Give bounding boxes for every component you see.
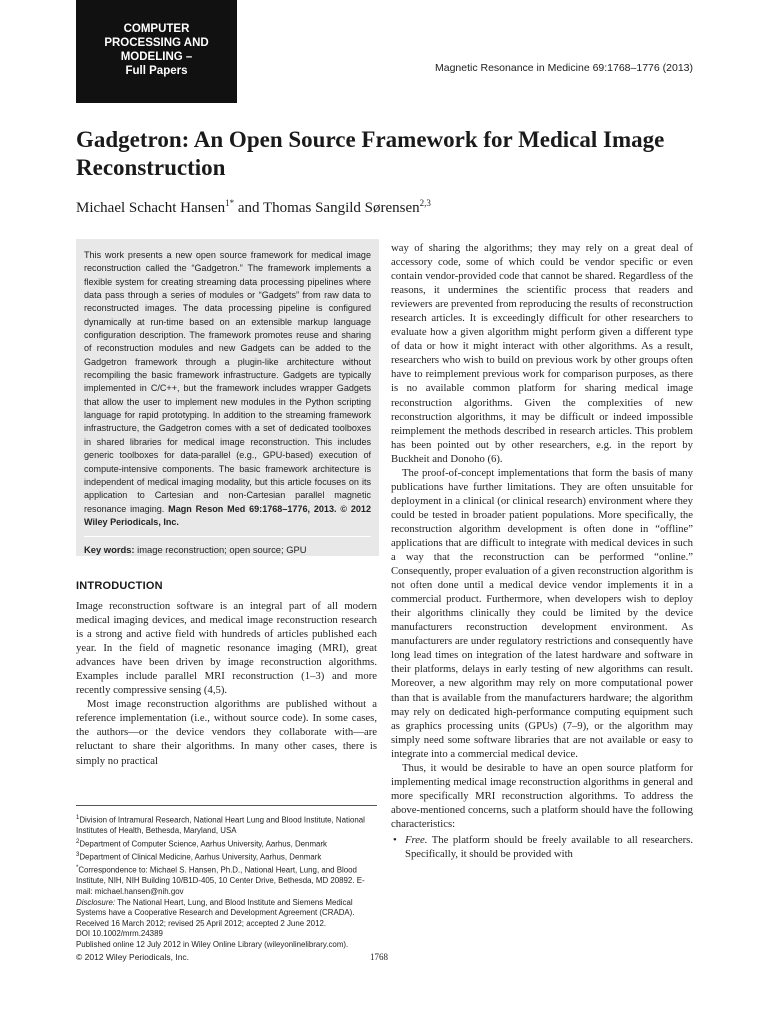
footnote-correspondence [76, 863, 379, 897]
paragraph: The proof-of-concept implementations that form the basis of many publications have further limitations. They are often unsuitable for deployment in a clinical (or clinical research) environment where they could be tested in broader patient populations. More specifically, the reconstruction algorithm development is often done in “offline” applications that are difficult to integrate with medical devices in such a way that the reconstruction can be performed “online.” Consequently, proper evaluation of a given reconstruction algorithm is not often done until a medical device vendor implements it in a commercial product. Furthermore, when developers wish to deploy their algorithms clinically they could be limited by the device manufacturers reconstruction development environment. As manufacturers are under regulatory restrictions and consequently have long lead times on integration of the latest hardware and software in their platforms, delays in early testing of new algorithms can result. Moreover, a new algorithm may rely on more computational power than that is available from the manufacturers hardware; the algorithm may rely on dedicated high-performance computing equipment such as graphics processing units (GPUs) (7–9), or the algorithm may simply need some software libraries that are not available or easy to integrate into a commercial medical device. [391, 466, 693, 760]
paragraph: Image reconstruction software is an integral part of all modern medical imaging devices, and medical image reconstruction research is a strong and active field with hundreds of articles published each year. In the field of magnetic resonance imaging (MRI), great advances have been driven by image reconstruction algorithms. Examples include parallel MRI reconstruction (1–3) and more recently compressive sensing (4,5). [76, 600, 377, 697]
bullet-text: The platform should be freely available to all researchers. Specifically, it should be provided with [405, 833, 693, 861]
abstract-text [84, 249, 371, 529]
article-title: Gadgetron: An Open Source Framework for Medical Image Reconstruction [76, 127, 665, 180]
paragraph: Most image reconstruction algorithms are published without a reference implementation (i.e., without source code). In some cases, the authors—or the device vendors they collaborate with—are reluctant to share their algorithms. In many other cases, there is simply no practical [76, 698, 377, 767]
bullet-glyph: • [393, 833, 397, 846]
footnote-text: Correspondence to: Michael S. Hansen, Ph.D., National Heart, Lung, and Blood Institute, NIH, NIH Building 10/B1D-405, 10 Center Drive, Bethesda, MD 20892. E-mail: michael.hansen@nih.gov [76, 865, 365, 897]
page-number: 1768 [370, 952, 388, 962]
footnote-marker: 2 [76, 838, 80, 845]
footnote-text: Department of Clinical Medicine, Aarhus University, Aarhus, Denmark [79, 852, 322, 862]
footnote-label: Disclosure: [76, 897, 116, 907]
section-label-line: MODELING – [120, 50, 193, 63]
section-heading-introduction: INTRODUCTION [76, 580, 163, 592]
footnotes [76, 813, 379, 951]
footnote-affiliation-1 [76, 813, 379, 837]
affiliation-marker: 1* [225, 198, 235, 208]
abstract-body: This work presents a new open source framework for medical image reconstruction called the “Gadgetron.” The framework implements a flexible system for creating streaming data processing pipelines where data pass through a series of modules or “Gadgets” from raw data to reconstructed images. The data processing pipeline is configured dynamically at run-time based on an extensible markup language configuration description. The framework promotes reuse and sharing of reconstruction modules and new Gadgets can be added to the Gadgetron framework through a plugin-like architecture without recompiling the basic framework infrastructure. Gadgets are typically implemented in C/C++, but the framework includes wrapper Gadgets that allow the user to implement new modules in the Python scripting language for rapid prototyping. In addition to the streaming framework infrastructure, the Gadgetron comes with a set of dedicated toolboxes in shared libraries for medical image reconstruction. This includes generic toolboxes for data-parallel (e.g., GPU-based) execution of compute-intensive components. The basic framework architecture is independent of medical imaging modality, but this article focuses on its application to Cartesian and non-Cartesian parallel magnetic resonance imaging. [84, 250, 371, 514]
journal-reference: Magnetic Resonance in Medicine 69:1768–1776 (2013) [434, 62, 693, 74]
section-label-line: Full Papers [125, 64, 188, 77]
left-column-body [76, 599, 377, 768]
abstract-box [76, 239, 379, 556]
author-name: Michael Schacht Hansen [76, 200, 226, 216]
footnote-disclosure [76, 898, 379, 919]
section-label-box [76, 0, 237, 103]
footnote-text: The National Heart, Lung, and Blood Institute and Siemens Medical Systems have a Cooperative Research and Development Agreement (CRADA). [76, 897, 355, 918]
footnote-affiliation-3 [76, 850, 379, 863]
keywords-label: Key words: [84, 544, 135, 556]
keywords-list: image reconstruction; open source; GPU [134, 544, 307, 556]
section-label-line: COMPUTER [123, 22, 190, 35]
keywords [84, 536, 371, 556]
footnote-marker: * [76, 865, 79, 872]
footnote-text: Department of Computer Science, Aarhus University, Aarhus, Denmark [79, 839, 327, 849]
bullet-label: Free. [405, 833, 428, 846]
abstract-citation: Magn Reson Med 69:1768–1776, 2013. © 2012 Wiley Periodicals, Inc. [84, 503, 371, 527]
paragraph: way of sharing the algorithms; they may rely on a great deal of accessory code, some of which could be vendor specific or even contain vendor-provided code that cannot be shared. Regardless of the reasons, it undermines the scientific process that readers and reviewers are prevented from reproducing the results of reconstruction research articles. It is exceedingly difficult for other researchers to evaluate how a given algorithm might perform given a different type of data or how it might interact with other algorithms. As a result, researchers who wish to build on previous work by other groups often have to reimplement previous work for comparison purposes, as there is no available common platform for sharing medical image reconstruction algorithms. Given the complexities of new reconstruction algorithms, it may be difficult or indeed impossible reimplement the methods described in research articles. This problem has been pointed out by other researchers, e.g. in the report by Buckheit and Donoho (6). [391, 242, 693, 465]
section-label-line: PROCESSING AND [104, 36, 209, 49]
footnote-text: Division of Intramural Research, National Heart Lung and Blood Institute, National Institutes of Health, Bethesda, Maryland, USA [76, 815, 365, 836]
footnote-marker: 1 [76, 815, 80, 821]
author-line [76, 198, 431, 217]
footnote-received: Received 16 March 2012; revised 25 April 2012; accepted 2 June 2012. [76, 918, 327, 928]
bullet-item [391, 833, 693, 861]
paragraph: Thus, it would be desirable to have an open source platform for implementing medical image reconstruction algorithms in general and more specifically MRI reconstruction algorithms. To address the above-mentioned concerns, such a platform should have the following characteristics: [391, 761, 693, 830]
author-conjunction: and [234, 200, 264, 216]
right-column-body [391, 241, 693, 861]
footnote-affiliation-2 [76, 837, 379, 850]
footnote-divider [76, 805, 377, 806]
copyright-notice: © 2012 Wiley Periodicals, Inc. [76, 952, 190, 962]
affiliation-marker: 2,3 [419, 198, 431, 208]
author-name: Thomas Sangild Sørensen [263, 200, 420, 216]
footnote-marker: 3 [76, 852, 80, 859]
footnote-doi: DOI 10.1002/mrm.24389 [76, 929, 163, 939]
footnote-published: Published online 12 July 2012 in Wiley Online Library (wileyonlinelibrary.com). [76, 940, 349, 950]
